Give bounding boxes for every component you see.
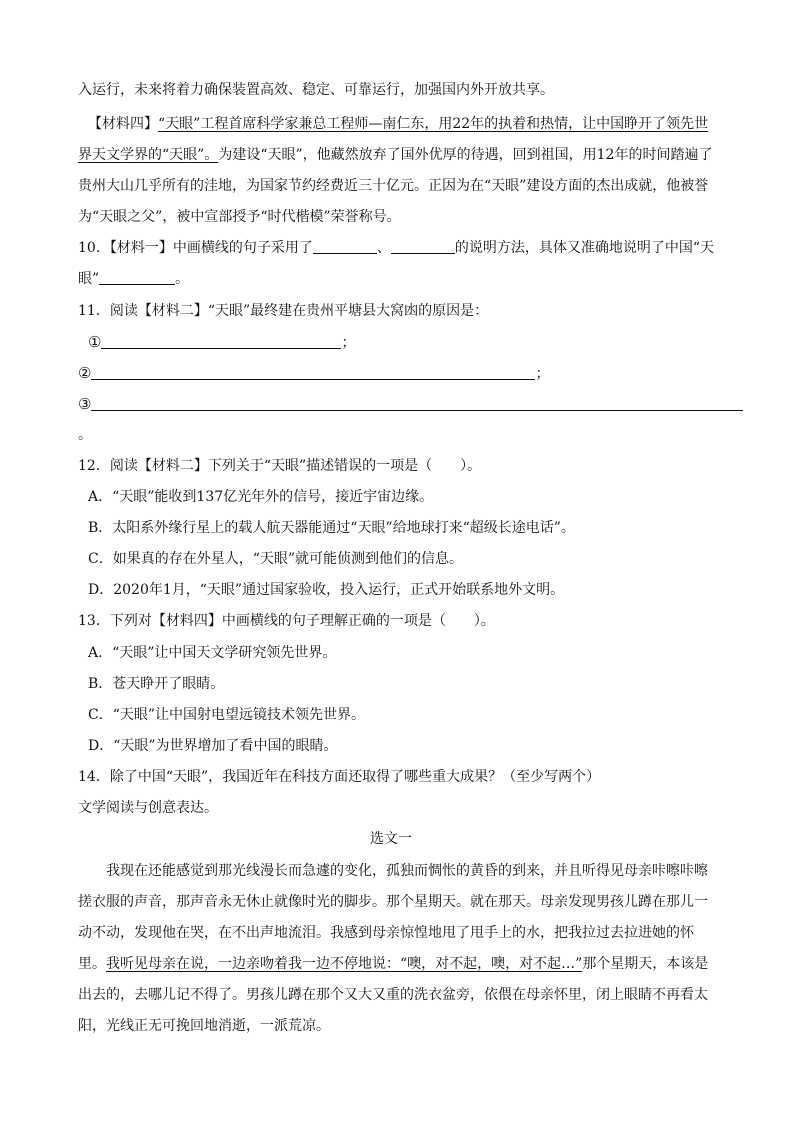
text-line: 入运行，未来将着力确保装置高效、稳定、可靠运行，加强国内外开放共享。 xyxy=(78,82,554,98)
material-four-line-2 xyxy=(78,145,712,165)
question-13: 13．下列对【材料四】中画横线的句子理解正确的一项是（ ）。 xyxy=(78,613,495,629)
circled-number: ① xyxy=(88,333,102,351)
underlined-sentence: “天眼”工程首席科学家兼总工程师—南仁东，用22年的执着和热情，让中国睁开了领先世 xyxy=(158,116,709,132)
period: 。 xyxy=(175,271,190,287)
answer-blank[interactable] xyxy=(99,269,175,285)
passage-line: 搓衣服的声音，那声音永无休止就像时光的脚步。那个星期天。就在那天。母亲发现男孩儿蹲在那儿一 xyxy=(78,894,708,910)
text-span: 那个星期天，本该是 xyxy=(582,956,709,972)
option-a[interactable]: A．“天眼”能收到137亿光年外的信号，接近宇宙边缘。 xyxy=(88,489,434,505)
circled-number: ② xyxy=(78,364,92,382)
text-span: 为建设“天眼”，他藏然放弃了国外优厚的待遇，回到祖国，用12年的时间踏遍了 xyxy=(218,147,713,163)
section-heading: 文学阅读与创意表达。 xyxy=(78,800,218,816)
underlined-sentence: 界天文学界的“天眼”。 xyxy=(78,147,219,163)
passage-line: 我现在还能感觉到那光线漫长而急遽的变化，孤独而惆怅的黄昏的到来，并且听得见母亲咔嚓咔嚓 xyxy=(106,863,708,879)
text-line: 贵州大山几乎所有的洼地，为国家节约经费近三十亿元。正因为在“天眼”建设方面的杰出成就，他被誉 xyxy=(78,178,709,194)
question-text: 眼” xyxy=(78,271,100,287)
semicolon: ； xyxy=(341,335,356,351)
passage-line: 阳，光线正无可挽回地消逝，一派荒凉。 xyxy=(78,1018,330,1034)
passage-title: 选文一 xyxy=(370,831,412,847)
question-14: 14．除了中国“天眼”，我国近年在科技方面还取得了哪些重大成果？（至少写两个） xyxy=(78,769,601,785)
answer-line-3 xyxy=(78,394,743,415)
question-11: 11．阅读【材料二】“天眼”最终建在贵州平塘县大窝凼的原因是： xyxy=(78,303,489,319)
text-line: 为“天眼之父”，被中宣部授予“时代楷模”荣誉称号。 xyxy=(78,209,401,225)
passage-line: 出去的，去哪儿记不得了。男孩儿蹲在那个又大又重的洗衣盆旁，依偎在母亲怀里，闭上眼睛不再看太 xyxy=(78,987,708,1003)
option-c[interactable]: C．如果真的存在外星人，“天眼”就可能侦测到他们的信息。 xyxy=(88,551,464,567)
answer-line-2 xyxy=(78,363,549,384)
question-12: 12．阅读【材料二】下列关于“天眼”描述错误的一项是（ ）。 xyxy=(78,458,482,474)
answer-blank[interactable] xyxy=(91,395,743,411)
period: 。 xyxy=(78,427,92,443)
answer-blank[interactable] xyxy=(391,238,455,254)
option-a[interactable]: A．“天眼”让中国天文学研究领先世界。 xyxy=(88,645,337,661)
answer-blank[interactable] xyxy=(91,364,535,380)
underlined-sentence: 我听见母亲在说，一边亲吻着我一边不停地说：“噢，对不起，噢，对不起…” xyxy=(106,956,583,972)
question-10-cont xyxy=(78,269,189,289)
semicolon: ； xyxy=(535,366,550,382)
question-text: 10．【材料一】中画横线的句子采用了 xyxy=(78,240,313,256)
circled-number: ③ xyxy=(78,395,92,413)
passage-line: 动不动，发现他在哭，在不出声地流泪。我感到母亲惊惶地甩了甩手上的水，把我拉过去拉进她的怀 xyxy=(78,925,694,941)
answer-blank[interactable] xyxy=(313,238,377,254)
text-span: 里。 xyxy=(78,956,106,972)
option-b[interactable]: B．太阳系外缘行星上的载人航天器能通过“天眼”给地球打来“超级长途电话”。 xyxy=(88,520,575,536)
separator: 、 xyxy=(376,240,391,256)
question-10 xyxy=(78,238,714,258)
option-b[interactable]: B．苍天睁开了眼睛。 xyxy=(88,676,225,692)
option-d[interactable]: D．“天眼”为世界增加了看中国的眼睛。 xyxy=(88,738,338,754)
answer-blank[interactable] xyxy=(101,333,341,349)
option-c[interactable]: C．“天眼”让中国射电望远镜技术领先世界。 xyxy=(88,707,366,723)
answer-line-1 xyxy=(88,332,355,353)
passage-line xyxy=(78,954,708,974)
question-text: 的说明方法，具体又准确地说明了中国“天 xyxy=(454,240,714,256)
material-tag: 【材料四】 xyxy=(88,116,158,132)
option-d[interactable]: D．2020年1月，“天眼”通过国家验收，投入运行，正式开始联系地外文明。 xyxy=(88,582,565,598)
material-four-line-1 xyxy=(88,114,708,134)
